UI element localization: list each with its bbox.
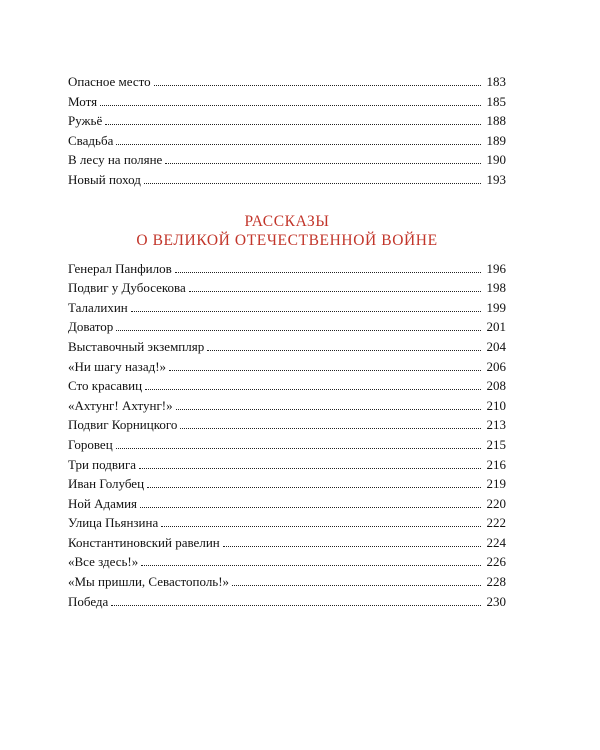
dot-leader xyxy=(189,279,481,292)
toc-entry xyxy=(68,396,506,416)
toc-entry-page: 226 xyxy=(486,554,506,570)
toc-list-first xyxy=(68,72,506,190)
dot-leader xyxy=(116,318,481,331)
toc-entry-page: 230 xyxy=(486,593,506,609)
toc-entry xyxy=(68,337,506,357)
toc-entry-page: 196 xyxy=(486,260,506,276)
toc-entry xyxy=(68,592,506,612)
toc-entry-title: Подвиг у Дубосекова xyxy=(68,280,186,296)
toc-entry-page: 228 xyxy=(486,574,506,590)
dot-leader xyxy=(100,93,481,106)
toc-entry-page: 198 xyxy=(486,280,506,296)
toc-entry-title: Три подвига xyxy=(68,456,137,472)
toc-entry xyxy=(68,131,506,151)
toc-entry-page: 201 xyxy=(486,319,506,335)
dot-leader xyxy=(111,593,481,606)
toc-entry-title: Победа xyxy=(68,593,109,609)
toc-entry-title: «Ахтунг! Ахтунг!» xyxy=(68,397,173,413)
section-heading-line1: РАССКАЗЫ xyxy=(244,212,330,230)
dot-leader xyxy=(180,416,481,429)
toc-entry-page: 204 xyxy=(486,338,506,354)
toc-entry-page: 206 xyxy=(486,358,506,374)
toc-entry-page: 183 xyxy=(486,74,506,89)
toc-entry-title: Генерал Панфилов xyxy=(68,260,172,276)
toc-entry-page: 185 xyxy=(486,93,506,109)
toc-entry xyxy=(68,474,506,494)
toc-entry-title: Горовец xyxy=(68,436,113,452)
section-heading xyxy=(68,212,506,250)
toc-entry xyxy=(68,72,506,92)
dot-leader xyxy=(144,171,481,184)
toc-entry-title: Ной Адамия xyxy=(68,495,138,511)
toc-entry-title: Опасное место xyxy=(68,74,151,89)
dot-leader xyxy=(165,151,481,164)
toc-entry-title: В лесу на поляне xyxy=(68,152,163,168)
toc-entry-title: Улица Пьянзина xyxy=(68,515,159,531)
dot-leader xyxy=(140,495,481,508)
toc-entry-title: Талалихин xyxy=(68,299,128,315)
toc-entry-page: 189 xyxy=(486,132,506,148)
toc-entry-title: Выставочный экземпляр xyxy=(68,338,205,354)
toc-entry-page: 188 xyxy=(486,113,506,129)
toc-entry-title: Новый поход xyxy=(68,171,141,187)
toc-entry-page: 215 xyxy=(486,436,506,452)
toc-entry-page: 216 xyxy=(486,456,506,472)
toc-entry-page: 213 xyxy=(486,417,506,433)
toc-entry xyxy=(68,376,506,396)
toc-entry xyxy=(68,415,506,435)
toc-entry xyxy=(68,494,506,514)
toc-entry xyxy=(68,170,506,190)
toc-entry-title: Свадьба xyxy=(68,132,114,148)
toc-entry-title: Сто красавиц xyxy=(68,378,143,394)
toc-entry xyxy=(68,357,506,377)
toc-entry-title: Доватор xyxy=(68,319,114,335)
toc-entry-page: 210 xyxy=(486,397,506,413)
dot-leader xyxy=(116,436,481,449)
dot-leader xyxy=(176,397,481,410)
dot-leader xyxy=(139,456,481,469)
toc-entry-page: 190 xyxy=(486,152,506,168)
toc-entry xyxy=(68,317,506,337)
toc-entry xyxy=(68,278,506,298)
toc-entry-page: 208 xyxy=(486,378,506,394)
toc-entry xyxy=(68,513,506,533)
toc-entry-page: 222 xyxy=(486,515,506,531)
toc-entry-page: 224 xyxy=(486,534,506,550)
toc-entry-title: Константиновский равелин xyxy=(68,534,220,550)
toc-entry-title: «Все здесь!» xyxy=(68,554,139,570)
toc-entry xyxy=(68,552,506,572)
toc-entry-title: Мотя xyxy=(68,93,98,109)
toc-entry xyxy=(68,435,506,455)
toc-entry-page: 193 xyxy=(486,171,506,187)
toc-entry xyxy=(68,298,506,318)
toc-entry xyxy=(68,455,506,475)
toc-entry-title: «Ни шагу назад!» xyxy=(68,358,167,374)
dot-leader xyxy=(207,338,481,351)
dot-leader xyxy=(141,553,481,566)
toc-entry-title: Ружьё xyxy=(68,113,103,129)
dot-leader xyxy=(116,132,481,145)
toc-entry xyxy=(68,259,506,279)
toc-entry xyxy=(68,150,506,170)
toc-entry-page: 219 xyxy=(486,476,506,492)
toc-entry xyxy=(68,111,506,131)
dot-leader xyxy=(145,377,481,390)
toc-entry xyxy=(68,92,506,112)
dot-leader xyxy=(232,573,481,586)
toc-entry-page: 199 xyxy=(486,299,506,315)
dot-leader xyxy=(175,260,481,273)
toc-entry xyxy=(68,572,506,592)
dot-leader xyxy=(154,73,481,86)
section-heading-line2: О ВЕЛИКОЙ ОТЕЧЕСТВЕННОЙ ВОЙНЕ xyxy=(136,231,438,249)
dot-leader xyxy=(105,112,481,125)
toc-entry-page: 220 xyxy=(486,495,506,511)
toc-entry-title: «Мы пришли, Севастополь!» xyxy=(68,574,230,590)
toc-list-war-stories xyxy=(68,259,506,612)
dot-leader xyxy=(147,475,481,488)
table-of-contents xyxy=(68,72,506,611)
dot-leader xyxy=(161,514,481,527)
dot-leader xyxy=(223,534,481,547)
dot-leader xyxy=(169,358,481,371)
toc-entry-title: Иван Голубец xyxy=(68,476,145,492)
toc-entry xyxy=(68,533,506,553)
dot-leader xyxy=(131,299,481,312)
toc-entry-title: Подвиг Корницкого xyxy=(68,417,178,433)
